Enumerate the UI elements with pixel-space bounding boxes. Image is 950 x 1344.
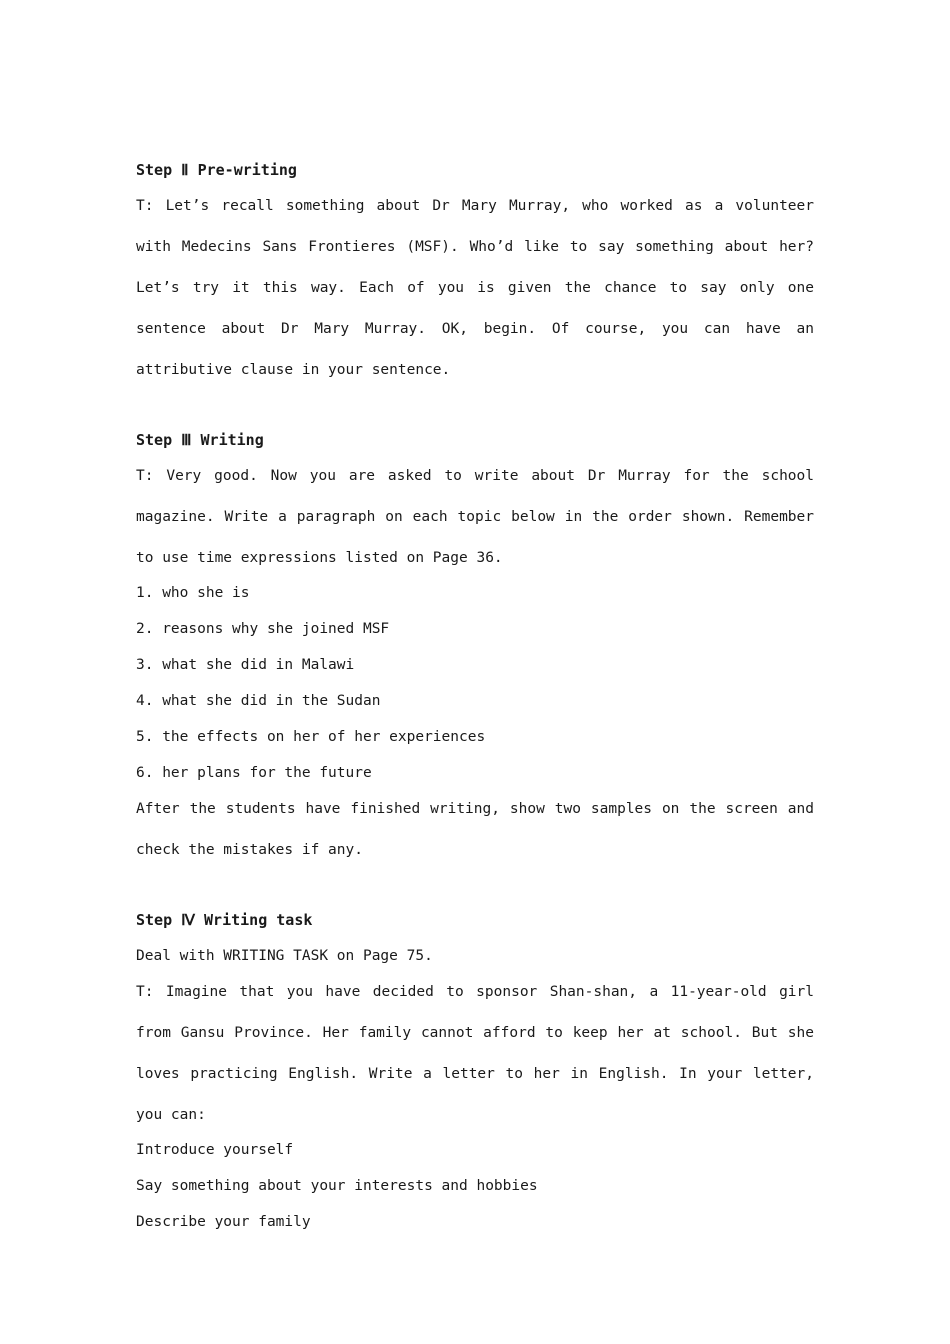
list-item: 3. what she did in Malawi [136, 657, 355, 673]
section-closing: After the students have finished writing, show two samples on the screen and check the mistakes if any. [136, 800, 814, 858]
list-item: 6. her plans for the future [136, 765, 372, 781]
list-item: Introduce yourself [136, 1142, 294, 1158]
list-item: 5. the effects on her of her experiences [136, 729, 486, 745]
section-paragraph: T: Let’s recall something about Dr Mary Murray, who worked as a volunteer with Medecins Sans Frontieres (MSF). Who’d like to say something about her? Let’s try it this way. Each of you is given the chance to say only one sentence about Dr Mary Murray. OK, begin. Of course, you can have an attributive clause in your sentence. [136, 197, 814, 378]
section-heading: Step Ⅱ Pre-writing [136, 161, 297, 179]
list-item: 4. what she did in the Sudan [136, 693, 381, 709]
section-paragraph: T: Imagine that you have decided to sponsor Shan-shan, a 11-year-old girl from Gansu Province. Her family cannot afford to keep her at school. But she loves practicing English. Write a letter to her in English. In your letter, you can: [136, 983, 814, 1123]
section-pre-writing [136, 158, 814, 382]
list-item: Say something about your interests and hobbies [136, 1178, 538, 1194]
list-item: Describe your family [136, 1214, 311, 1230]
section-writing-task [136, 908, 814, 1246]
list-item: 1. who she is [136, 585, 250, 601]
section-paragraph: T: Very good. Now you are asked to write about Dr Murray for the school magazine. Write a paragraph on each topic below in the order shown. Remember to use time expressions listed on Page 36. [136, 467, 814, 566]
section-writing [136, 428, 814, 862]
list-item: 2. reasons why she joined MSF [136, 621, 390, 637]
section-heading: Step Ⅲ Writing [136, 431, 264, 449]
section-intro: Deal with WRITING TASK on Page 75. [136, 948, 433, 964]
section-heading: Step Ⅳ Writing task [136, 911, 313, 929]
